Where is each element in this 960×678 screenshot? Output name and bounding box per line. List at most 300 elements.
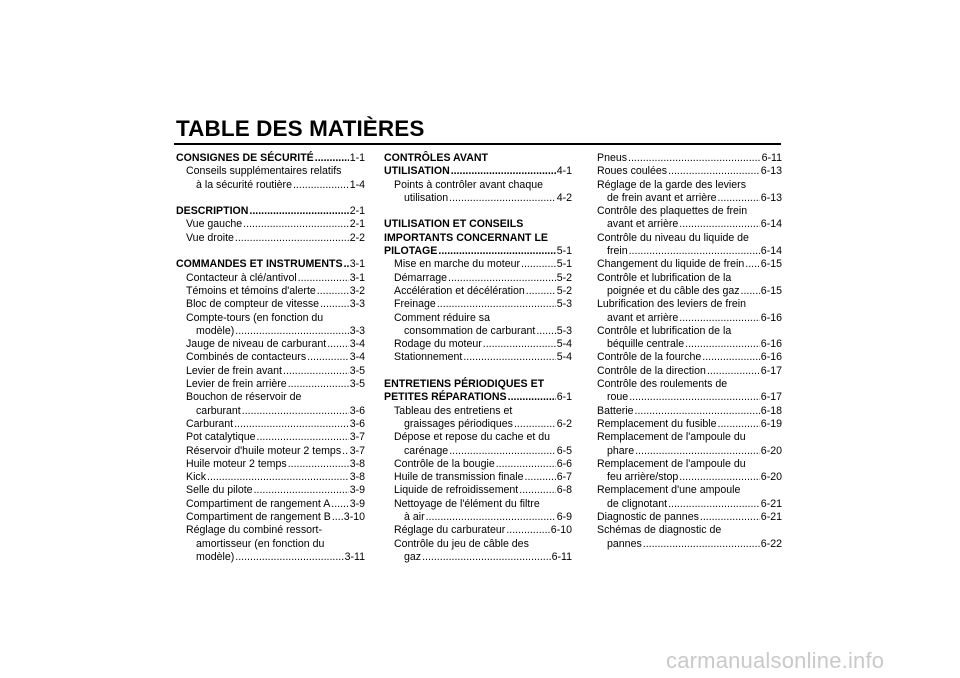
toc-entry-text: PILOTAGE bbox=[384, 245, 438, 258]
toc-entry[interactable] bbox=[384, 298, 572, 311]
toc-entry[interactable] bbox=[384, 458, 572, 471]
toc-entry[interactable] bbox=[176, 152, 365, 165]
toc-entry-text: de frein avant et arrière bbox=[607, 191, 717, 204]
toc-entry-text: Remplacement d'une ampoule bbox=[597, 484, 741, 497]
toc-page-number: 6-5 bbox=[556, 444, 572, 457]
toc-dot-leader bbox=[448, 272, 556, 285]
toc-entry-text: Comment réduire sa bbox=[394, 311, 490, 324]
toc-dot-leader bbox=[320, 298, 349, 311]
toc-entry-text: Réservoir d'huile moteur 2 temps bbox=[186, 444, 342, 457]
toc-entry-text: Schémas de diagnostic de bbox=[597, 524, 722, 537]
toc-entry[interactable] bbox=[176, 365, 365, 378]
toc-dot-leader bbox=[496, 458, 556, 471]
toc-entry[interactable] bbox=[384, 338, 572, 351]
toc-dot-leader bbox=[668, 498, 760, 511]
toc-entry[interactable] bbox=[597, 391, 782, 404]
toc-entry[interactable] bbox=[597, 312, 782, 325]
toc-entry-text: Pot catalytique bbox=[186, 431, 256, 444]
toc-dot-leader bbox=[679, 312, 760, 325]
toc-entry-text: Compartiment de rangement A bbox=[186, 497, 331, 510]
toc-page-number: 3-4 bbox=[349, 351, 365, 364]
toc-page-number: 3-9 bbox=[349, 497, 365, 510]
toc-entry[interactable] bbox=[176, 445, 365, 458]
toc-entry-text: Accélération et décélération bbox=[394, 284, 525, 297]
toc-page-number: 6-1 bbox=[556, 391, 572, 404]
toc-entry[interactable] bbox=[176, 325, 365, 338]
toc-entry-text: Remplacement de l'ampoule du bbox=[597, 457, 746, 470]
toc-entry-line bbox=[597, 205, 782, 218]
toc-entry-text: consommation de carburant bbox=[404, 324, 536, 337]
toc-entry[interactable] bbox=[176, 218, 365, 231]
toc-entry-text: CONSIGNES DE SÉCURITÉ bbox=[176, 152, 314, 164]
page-title: TABLE DES MATIÈRES bbox=[176, 116, 425, 141]
toc-entry[interactable] bbox=[176, 338, 365, 351]
toc-entry[interactable] bbox=[597, 245, 782, 258]
toc-entry[interactable] bbox=[384, 165, 572, 178]
toc-dot-leader bbox=[449, 192, 556, 205]
toc-entry-text: de clignotant bbox=[607, 497, 668, 510]
toc-entry-text: utilisation bbox=[404, 191, 449, 204]
toc-dot-leader bbox=[288, 458, 349, 471]
toc-entry[interactable] bbox=[384, 258, 572, 271]
toc-entry[interactable] bbox=[384, 272, 572, 285]
toc-page-number: 3-4 bbox=[349, 338, 365, 351]
toc-page-number: 3-3 bbox=[349, 324, 365, 337]
toc-entry-text: modèle) bbox=[196, 324, 235, 337]
toc-dot-leader bbox=[437, 298, 556, 311]
toc-entry[interactable] bbox=[176, 551, 365, 564]
toc-dot-leader bbox=[317, 285, 349, 298]
toc-column-1 bbox=[176, 152, 365, 564]
toc-page-number: 6-7 bbox=[556, 471, 572, 484]
toc-page-number: 3-3 bbox=[349, 298, 365, 311]
toc-dot-leader bbox=[422, 551, 550, 564]
toc-entry[interactable] bbox=[176, 458, 365, 471]
toc-page-number: 3-7 bbox=[349, 444, 365, 457]
toc-page-number: 2-1 bbox=[349, 218, 365, 231]
toc-page-number: 5-2 bbox=[556, 284, 572, 297]
toc-entry-text: PETITES RÉPARATIONS bbox=[384, 391, 507, 404]
toc-entry-line bbox=[597, 325, 782, 338]
toc-dot-leader bbox=[635, 445, 760, 458]
toc-dot-leader bbox=[628, 152, 761, 165]
toc-entry[interactable] bbox=[597, 192, 782, 205]
toc-entry-text: à air bbox=[404, 511, 425, 524]
toc-entry[interactable] bbox=[176, 511, 365, 524]
toc-entry-text: graissages périodiques bbox=[404, 417, 513, 430]
toc-dot-leader bbox=[525, 471, 556, 484]
toc-page-number: 6-2 bbox=[556, 417, 572, 430]
toc-page-number: 3-8 bbox=[349, 471, 365, 484]
toc-dot-leader bbox=[643, 538, 760, 551]
toc-dot-leader bbox=[685, 338, 760, 351]
toc-entry-text: Points à contrôler avant chaque bbox=[394, 178, 543, 191]
toc-entry[interactable] bbox=[597, 365, 782, 378]
toc-entry[interactable] bbox=[384, 445, 572, 458]
toc-entry-line bbox=[176, 165, 365, 178]
toc-entry-line bbox=[384, 431, 572, 444]
toc-entry-text: Conseils supplémentaires relatifs bbox=[186, 165, 342, 178]
toc-entry[interactable] bbox=[597, 538, 782, 551]
toc-entry-text: Kick bbox=[186, 471, 207, 484]
toc-page-number: 5-3 bbox=[556, 298, 572, 311]
toc-entry[interactable] bbox=[176, 179, 365, 192]
toc-entry-line bbox=[384, 538, 572, 551]
title-divider bbox=[174, 143, 781, 145]
toc-dot-leader bbox=[235, 551, 343, 564]
toc-dot-leader bbox=[718, 192, 760, 205]
toc-page-number: 3-1 bbox=[349, 258, 365, 271]
toc-entry-text: Roues coulées bbox=[597, 165, 668, 178]
toc-page-number: 1-4 bbox=[349, 178, 365, 191]
toc-entry-text: Réglage du carburateur bbox=[394, 524, 506, 537]
toc-entry[interactable] bbox=[176, 205, 365, 218]
toc-entry[interactable] bbox=[384, 418, 572, 431]
toc-entry-text: Démarrage bbox=[394, 271, 447, 284]
toc-page-number: 3-5 bbox=[349, 364, 365, 377]
toc-entry-line bbox=[384, 378, 572, 391]
toc-dot-leader bbox=[257, 431, 349, 444]
toc-dot-leader bbox=[483, 338, 556, 351]
toc-entry-text: poignée et du câble des gaz bbox=[607, 284, 740, 297]
toc-page-number: 6-14 bbox=[760, 245, 782, 258]
toc-dot-leader bbox=[293, 179, 349, 192]
toc-dot-leader bbox=[451, 165, 556, 178]
toc-entry-text: Contrôle du jeu de câble des bbox=[394, 537, 529, 550]
toc-dot-leader bbox=[315, 152, 349, 165]
toc-page-number: 6-19 bbox=[760, 417, 782, 430]
toc-entry-text: amortisseur (en fonction du bbox=[196, 537, 325, 550]
toc-dot-leader bbox=[702, 351, 760, 364]
toc-dot-leader bbox=[242, 405, 349, 418]
toc-page-number: 6-21 bbox=[760, 497, 782, 510]
toc-dot-leader bbox=[536, 325, 555, 338]
toc-dot-leader bbox=[254, 484, 349, 497]
toc-page-number: 6-20 bbox=[760, 471, 782, 484]
toc-entry[interactable] bbox=[176, 298, 365, 311]
toc-entry[interactable] bbox=[597, 258, 782, 271]
toc-dot-leader bbox=[629, 391, 760, 404]
toc-entry-line bbox=[597, 458, 782, 471]
toc-entry-text: Mise en marche du moteur bbox=[394, 258, 521, 271]
toc-dot-leader bbox=[526, 285, 556, 298]
toc-dot-leader bbox=[332, 511, 343, 524]
toc-entry-line bbox=[176, 312, 365, 325]
toc-entry[interactable] bbox=[597, 511, 782, 524]
toc-dot-leader bbox=[207, 471, 349, 484]
toc-page-number: 6-20 bbox=[760, 444, 782, 457]
toc-column-2 bbox=[384, 152, 572, 564]
toc-entry-text: Huile de transmission finale bbox=[394, 471, 524, 484]
toc-page-number: 3-5 bbox=[349, 378, 365, 391]
toc-entry-text: Contrôle et lubrification de la bbox=[597, 324, 732, 337]
toc-page-number: 2-1 bbox=[349, 205, 365, 218]
toc-dot-leader bbox=[506, 524, 549, 537]
toc-entry-text: Huile moteur 2 temps bbox=[186, 457, 287, 470]
toc-page-number: 6-22 bbox=[760, 537, 782, 550]
toc-dot-leader bbox=[521, 258, 556, 271]
toc-page-number: 5-4 bbox=[556, 338, 572, 351]
toc-entry-text: Tableau des entretiens et bbox=[394, 404, 513, 417]
toc-page-number: 3-10 bbox=[343, 511, 365, 524]
watermark: carmanualsonline.info bbox=[666, 648, 885, 673]
toc-entry-line bbox=[176, 524, 365, 537]
toc-entry-text: phare bbox=[607, 444, 635, 457]
toc-entry[interactable] bbox=[176, 258, 365, 271]
toc-entry-line bbox=[384, 498, 572, 511]
toc-entry-text: Bouchon de réservoir de bbox=[186, 391, 302, 404]
toc-entry-line bbox=[384, 312, 572, 325]
toc-page-number: 6-6 bbox=[556, 457, 572, 470]
toc-entry-text: Contrôle du niveau du liquide de bbox=[597, 231, 749, 244]
toc-entry-text: Stationnement bbox=[394, 351, 463, 364]
toc-dot-leader bbox=[234, 418, 349, 431]
toc-entry-text: avant et arrière bbox=[607, 311, 679, 324]
toc-page-number: 6-11 bbox=[551, 550, 572, 563]
toc-entry[interactable] bbox=[597, 418, 782, 431]
toc-page-number: 3-2 bbox=[349, 284, 365, 297]
toc-entry-text: Vue droite bbox=[186, 231, 234, 244]
toc-entry-text: Contrôle et lubrification de la bbox=[597, 271, 732, 284]
toc-dot-leader bbox=[718, 418, 760, 431]
toc-dot-leader bbox=[235, 325, 348, 338]
toc-entry-text: Nettoyage de l'élément du filtre bbox=[394, 497, 540, 510]
toc-entry-text: Freinage bbox=[394, 298, 436, 311]
toc-page-number: 6-13 bbox=[760, 191, 782, 204]
toc-dot-leader bbox=[243, 218, 349, 231]
toc-entry-text: Remplacement du fusible bbox=[597, 417, 717, 430]
toc-entry[interactable] bbox=[597, 498, 782, 511]
toc-page-number: 6-18 bbox=[760, 404, 782, 417]
toc-entry[interactable] bbox=[597, 471, 782, 484]
toc-page-number: 2-2 bbox=[349, 231, 365, 244]
toc-dot-leader bbox=[707, 365, 760, 378]
toc-entry-text: béquille centrale bbox=[607, 338, 685, 351]
toc-entry-line bbox=[384, 179, 572, 192]
toc-entry-text: Contacteur à clé/antivol bbox=[186, 271, 297, 284]
toc-entry[interactable] bbox=[597, 338, 782, 351]
toc-entry-text: Compartiment de rangement B bbox=[186, 511, 331, 524]
toc-dot-leader bbox=[331, 498, 348, 511]
toc-entry-line bbox=[384, 405, 572, 418]
toc-dot-leader bbox=[700, 511, 760, 524]
toc-entry-text: roue bbox=[607, 391, 629, 404]
toc-dot-leader bbox=[679, 471, 760, 484]
toc-entry[interactable] bbox=[176, 272, 365, 285]
toc-entry-text: Remplacement de l'ampoule du bbox=[597, 431, 746, 444]
toc-entry[interactable] bbox=[384, 351, 572, 364]
toc-column-3 bbox=[597, 152, 782, 551]
toc-page-number: 5-2 bbox=[556, 271, 572, 284]
toc-page-number: 6-16 bbox=[760, 311, 782, 324]
toc-page-number: 3-7 bbox=[349, 431, 365, 444]
toc-entry-line bbox=[597, 431, 782, 444]
toc-entry[interactable] bbox=[384, 192, 572, 205]
toc-page-number: 4-1 bbox=[556, 165, 572, 178]
toc-dot-leader bbox=[344, 258, 349, 271]
toc-dot-leader bbox=[307, 351, 349, 364]
toc-entry-text: UTILISATION bbox=[384, 165, 450, 178]
toc-entry-text: COMMANDES ET INSTRUMENTS bbox=[176, 258, 343, 271]
toc-dot-leader bbox=[679, 218, 760, 231]
toc-entry[interactable] bbox=[176, 351, 365, 364]
toc-entry-line bbox=[597, 179, 782, 192]
toc-entry-line bbox=[597, 298, 782, 311]
toc-dot-leader bbox=[235, 232, 349, 245]
toc-entry[interactable] bbox=[176, 431, 365, 444]
toc-spacer bbox=[176, 245, 365, 258]
toc-entry-text: Combinés de contacteurs bbox=[186, 351, 307, 364]
toc-page-number: 6-17 bbox=[760, 364, 782, 377]
toc-entry-text: Levier de frein avant bbox=[186, 364, 282, 377]
toc-entry-text: IMPORTANTS CONCERNANT LE bbox=[384, 231, 549, 244]
toc-page-number: 3-11 bbox=[344, 550, 365, 563]
toc-page-number: 6-15 bbox=[760, 284, 782, 297]
toc-entry-line bbox=[384, 218, 572, 231]
toc-entry-text: Rodage du moteur bbox=[394, 338, 482, 351]
toc-entry-text: Carburant bbox=[186, 417, 234, 430]
toc-page-number: 6-17 bbox=[760, 391, 782, 404]
toc-entry-text: Contrôle de la bougie bbox=[394, 457, 495, 470]
toc-page-number: 6-15 bbox=[760, 258, 782, 271]
toc-entry-text: Bloc de compteur de vitesse bbox=[186, 298, 320, 311]
toc-entry-text: Batterie bbox=[597, 404, 634, 417]
toc-page-number: 3-6 bbox=[349, 404, 365, 417]
toc-entry[interactable] bbox=[597, 152, 782, 165]
toc-entry-line bbox=[176, 391, 365, 404]
toc-entry[interactable] bbox=[176, 484, 365, 497]
toc-entry-line bbox=[597, 378, 782, 391]
toc-entry-text: Témoins et témoins d'alerte bbox=[186, 284, 316, 297]
toc-dot-leader bbox=[668, 165, 760, 178]
toc-page-number: 6-9 bbox=[556, 511, 572, 524]
toc-page-number: 5-4 bbox=[556, 351, 572, 364]
toc-page-number: 3-6 bbox=[349, 417, 365, 430]
toc-entry[interactable] bbox=[384, 484, 572, 497]
toc-entry-text: feu arrière/stop bbox=[607, 471, 679, 484]
toc-entry-line bbox=[176, 538, 365, 551]
toc-entry-text: Diagnostic de pannes bbox=[597, 511, 699, 524]
toc-entry-text: avant et arrière bbox=[607, 218, 679, 231]
toc-entry[interactable] bbox=[384, 245, 572, 258]
toc-entry-text: carburant bbox=[196, 404, 241, 417]
toc-dot-leader bbox=[745, 258, 760, 271]
toc-entry-text: Jauge de niveau de carburant bbox=[186, 338, 327, 351]
toc-page-number: 6-13 bbox=[760, 165, 782, 178]
toc-page-number: 6-8 bbox=[556, 484, 572, 497]
toc-entry-text: Levier de frein arrière bbox=[186, 378, 287, 391]
toc-entry[interactable] bbox=[176, 471, 365, 484]
toc-page-number: 6-16 bbox=[760, 338, 782, 351]
toc-entry-text: DESCRIPTION bbox=[176, 205, 249, 218]
toc-dot-leader bbox=[426, 511, 556, 524]
toc-entry-line bbox=[384, 232, 572, 245]
toc-dot-leader bbox=[327, 338, 349, 351]
toc-entry[interactable] bbox=[384, 391, 572, 404]
toc-entry[interactable] bbox=[597, 445, 782, 458]
toc-entry[interactable] bbox=[176, 285, 365, 298]
toc-entry-text: Lubrification des leviers de frein bbox=[597, 298, 746, 311]
toc-dot-leader bbox=[463, 351, 555, 364]
toc-page-number: 3-8 bbox=[349, 457, 365, 470]
toc-page-number: 6-11 bbox=[761, 152, 782, 164]
toc-spacer bbox=[176, 192, 365, 205]
toc-dot-leader bbox=[519, 484, 555, 497]
toc-entry-text: Réglage de la garde des leviers bbox=[597, 178, 746, 191]
toc-dot-leader bbox=[288, 378, 349, 391]
toc-page-number: 6-14 bbox=[760, 218, 782, 231]
toc-entry[interactable] bbox=[597, 165, 782, 178]
toc-entry-text: Réglage du combiné ressort- bbox=[186, 524, 323, 537]
toc-entry-text: ENTRETIENS PÉRIODIQUES ET bbox=[384, 378, 545, 391]
toc-entry-text: Changement du liquide de frein bbox=[597, 258, 745, 271]
toc-entry[interactable] bbox=[384, 524, 572, 537]
toc-entry-text: Contrôle des plaquettes de frein bbox=[597, 205, 748, 218]
toc-dot-leader bbox=[741, 285, 760, 298]
toc-entry[interactable] bbox=[384, 285, 572, 298]
toc-entry-text: gaz bbox=[404, 550, 422, 563]
toc-spacer bbox=[384, 365, 572, 378]
toc-page-number: 6-10 bbox=[550, 524, 572, 537]
toc-entry[interactable] bbox=[176, 405, 365, 418]
toc-entry[interactable] bbox=[384, 551, 572, 564]
toc-spacer bbox=[384, 205, 572, 218]
toc-entry-text: Dépose et repose du cache et du bbox=[394, 431, 551, 444]
toc-dot-leader bbox=[514, 418, 556, 431]
toc-page-number: 6-16 bbox=[760, 351, 782, 364]
toc-entry-text: Selle du pilote bbox=[186, 484, 253, 497]
toc-page-number: 1-1 bbox=[349, 152, 365, 164]
toc-dot-leader bbox=[629, 245, 760, 258]
toc-entry-text: modèle) bbox=[196, 550, 235, 563]
toc-entry-line bbox=[597, 524, 782, 537]
toc-entry-line bbox=[384, 152, 572, 165]
toc-entry-line bbox=[597, 232, 782, 245]
toc-entry-text: Contrôle de la direction bbox=[597, 364, 706, 377]
toc-entry-text: pannes bbox=[607, 537, 642, 550]
toc-entry-text: frein bbox=[607, 245, 628, 258]
toc-page-number: 5-3 bbox=[556, 324, 572, 337]
toc-entry[interactable] bbox=[384, 511, 572, 524]
toc-entry[interactable] bbox=[176, 498, 365, 511]
toc-entry-text: carénage bbox=[404, 444, 449, 457]
toc-entry[interactable] bbox=[597, 351, 782, 364]
toc-page-number: 6-21 bbox=[760, 511, 782, 524]
toc-page-number: 3-9 bbox=[349, 484, 365, 497]
toc-entry[interactable] bbox=[176, 378, 365, 391]
toc-dot-leader bbox=[508, 391, 556, 404]
toc-entry[interactable] bbox=[176, 232, 365, 245]
toc-entry[interactable] bbox=[597, 218, 782, 231]
toc-entry[interactable] bbox=[597, 285, 782, 298]
toc-dot-leader bbox=[438, 245, 555, 258]
toc-entry-text: à la sécurité routière bbox=[196, 178, 292, 191]
toc-dot-leader bbox=[298, 272, 349, 285]
toc-dot-leader bbox=[283, 365, 349, 378]
toc-entry-text: UTILISATION ET CONSEILS bbox=[384, 218, 524, 231]
toc-entry[interactable] bbox=[384, 325, 572, 338]
toc-entry-text: CONTRÔLES AVANT bbox=[384, 152, 488, 164]
toc-entry[interactable] bbox=[597, 405, 782, 418]
toc-entry[interactable] bbox=[384, 471, 572, 484]
toc-entry-text: Pneus bbox=[597, 152, 628, 164]
toc-dot-leader bbox=[635, 405, 760, 418]
toc-entry-text: Contrôle des roulements de bbox=[597, 378, 728, 391]
toc-entry[interactable] bbox=[176, 418, 365, 431]
toc-entry-line bbox=[597, 484, 782, 497]
toc-entry-text: Liquide de refroidissement bbox=[394, 484, 519, 497]
toc-entry-text: Vue gauche bbox=[186, 218, 243, 231]
